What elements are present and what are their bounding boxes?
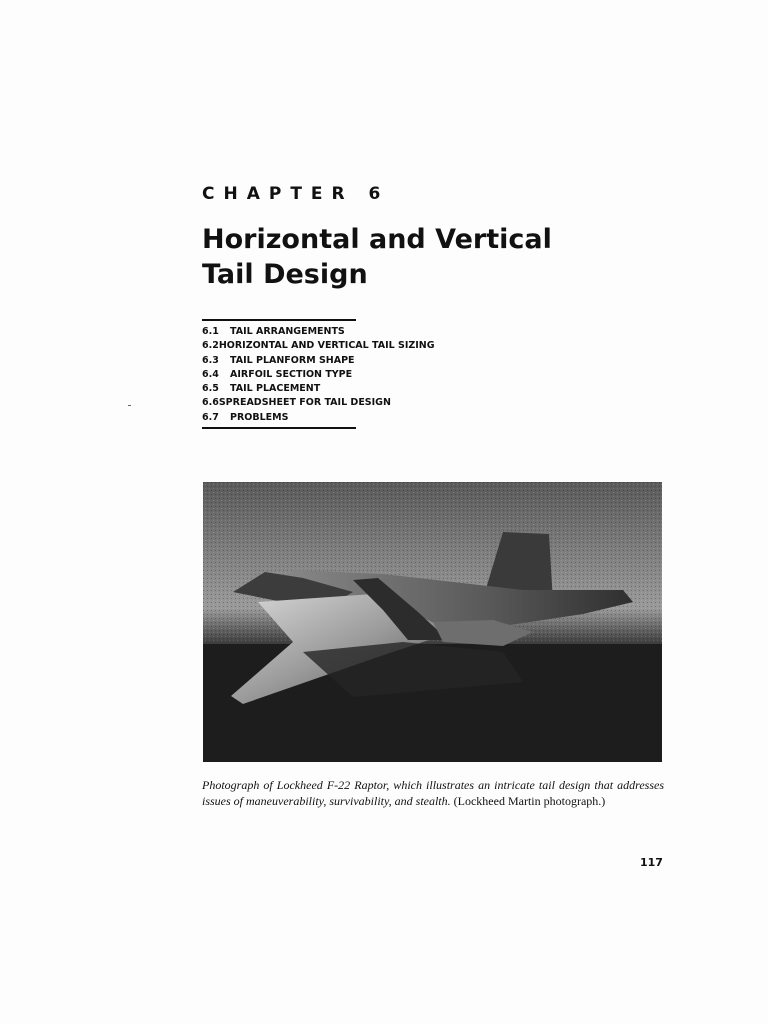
toc-item [202, 396, 391, 410]
toc-item-number: 6.5 [202, 383, 219, 395]
toc-item-number: 6.1 [202, 326, 219, 337]
caption-italic-text: Photograph of Lockheed F-22 Raptor, which illustrates an intricate tail design that addresses issues of maneuverability, survivability, and stealth. [202, 778, 664, 808]
caption-credit: (Lockheed Martin photograph.) [450, 793, 606, 808]
toc-item [202, 354, 356, 368]
toc-item-number: 6.2 [202, 340, 219, 352]
toc-item-number: 6.3 [202, 354, 219, 366]
scan-speck [128, 405, 131, 406]
toc-item-label: SPREADSHEET FOR TAIL DESIGN [218, 397, 391, 409]
toc-item-number: 6.6 [202, 397, 219, 409]
toc-item-label: PROBLEMS [230, 411, 289, 423]
toc-item-number: 6.4 [202, 368, 219, 380]
chapter-label: CHAPTER 6 [202, 184, 390, 204]
toc-item-label: AIRFOIL SECTION TYPE [230, 368, 353, 380]
chapter-title [202, 222, 552, 292]
toc-item [202, 411, 356, 425]
toc-item-number: 6.7 [202, 411, 219, 423]
toc-item [202, 382, 356, 396]
toc-item [202, 325, 356, 339]
page-number: 117 [640, 856, 663, 869]
chapter-title-line-2: Tail Design [202, 259, 368, 290]
toc-item-label: TAIL PLANFORM SHAPE [230, 354, 355, 366]
toc-item [202, 339, 435, 353]
toc-item [202, 368, 356, 382]
table-of-contents [202, 319, 435, 429]
f22-raptor-photograph [203, 482, 662, 762]
chapter-title-line-1: Horizontal and Vertical [202, 224, 552, 255]
toc-item-label: TAIL PLACEMENT [230, 383, 321, 395]
photo-caption [202, 778, 664, 809]
toc-item-label: HORIZONTAL AND VERTICAL TAIL SIZING [218, 340, 435, 352]
aircraft-illustration [203, 482, 662, 762]
toc-item-label: TAIL ARRANGEMENTS [230, 326, 345, 337]
